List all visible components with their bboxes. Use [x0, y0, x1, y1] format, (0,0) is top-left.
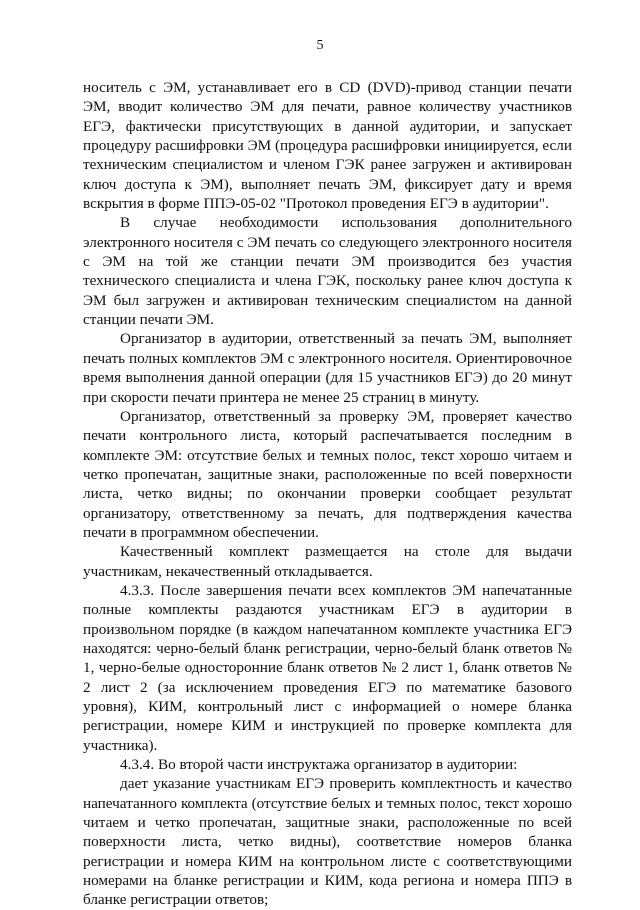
paragraph-section-4-3-4: 4.3.4. Во второй части инструктажа организатор в аудитории:	[120, 756, 518, 774]
paragraph-print-full-sets: Организатор в аудитории, ответственный за печать ЭМ, выполняет печать полных комплектов ЭМ с электронного носителя. Ориентировочное время выполнения данной операции (для 15 участников ЕГЭ) до 20 минут при скорости печати принтера не менее 25 страниц в минуту.	[83, 330, 572, 406]
paragraph-check-instructions: дает указание участникам ЕГЭ проверить комплектность и качество напечатанного комплекта (отсутствие белых и темных полос, текст хорошо читаем и четко пропечатан, защитные знаки, расположенные по всей поверхности листа, четко видны), соответствие номеров бланка регистрации и номера КИМ на контрольном листе с соответствующими номерами на бланке регистрации и КИМ, кода региона и номера ППЭ в бланке регистрации ответов;	[83, 775, 572, 909]
document-body	[83, 78, 572, 910]
paragraph-additional-media: В случае необходимости использования дополнительного электронного носителя с ЭМ печать со следующего электронного носителя с ЭМ на той же станции печати ЭМ производится без участия технического специалиста и члена ГЭК, поскольку ранее ключ доступа к ЭМ был загружен и активирован техническим специалистом на данной станции печати ЭМ.	[83, 214, 572, 329]
paragraph-section-4-3-3: 4.3.3. После завершения печати всех комплектов ЭМ напечатанные полные комплекты раздаются участникам ЕГЭ в аудитории в произвольном порядке (в каждом напечатанном комплекте участника ЕГЭ находятся: черно-белый бланк регистрации, черно-белый бланк ответов № 1, черно-белые односторонние бланк ответов № 2 лист 1, бланк ответов № 2 лист 2 (за исключением проведения ЕГЭ по математике базового уровня), КИМ, контрольный лист с информацией о номере бланка регистрации, номере КИМ и инструкцией по проверке комплекта для участника).	[83, 581, 572, 754]
paragraph-quality-set-placement: Качественный комплект размещается на столе для выдачи участникам, некачественный откладывается.	[83, 543, 572, 580]
page-number: 5	[316, 38, 324, 53]
paragraph-ballot-printing-procedure: носитель с ЭМ, устанавливает его в CD (DVD)-привод станции печати ЭМ, вводит количество ЭМ для печати, равное количеству участников ЕГЭ, фактически присутствующих в данной аудитории, и запускает процедуру расшифровки ЭМ (процедура расшифровки инициируется, если техническим специалистом и членом ГЭК ранее загружен и активирован ключ доступа к ЭМ), выполняет печать ЭМ, фиксирует дату и время вскрытия в форме ППЭ-05-02 "Протокол проведения ЕГЭ в аудитории".	[83, 79, 572, 213]
paragraph-quality-check: Организатор, ответственный за проверку ЭМ, проверяет качество печати контрольного листа, который распечатывается последним в комплекте ЭМ: отсутствие белых и темных полос, текст хорошо читаем и четко пропечатан, защитные знаки, расположенные по всей поверхности листа, четко видны; по окончании проверки сообщает результат организатору, ответственному за печать, для подтверждения качества печати в программном обеспечении.	[83, 407, 572, 541]
